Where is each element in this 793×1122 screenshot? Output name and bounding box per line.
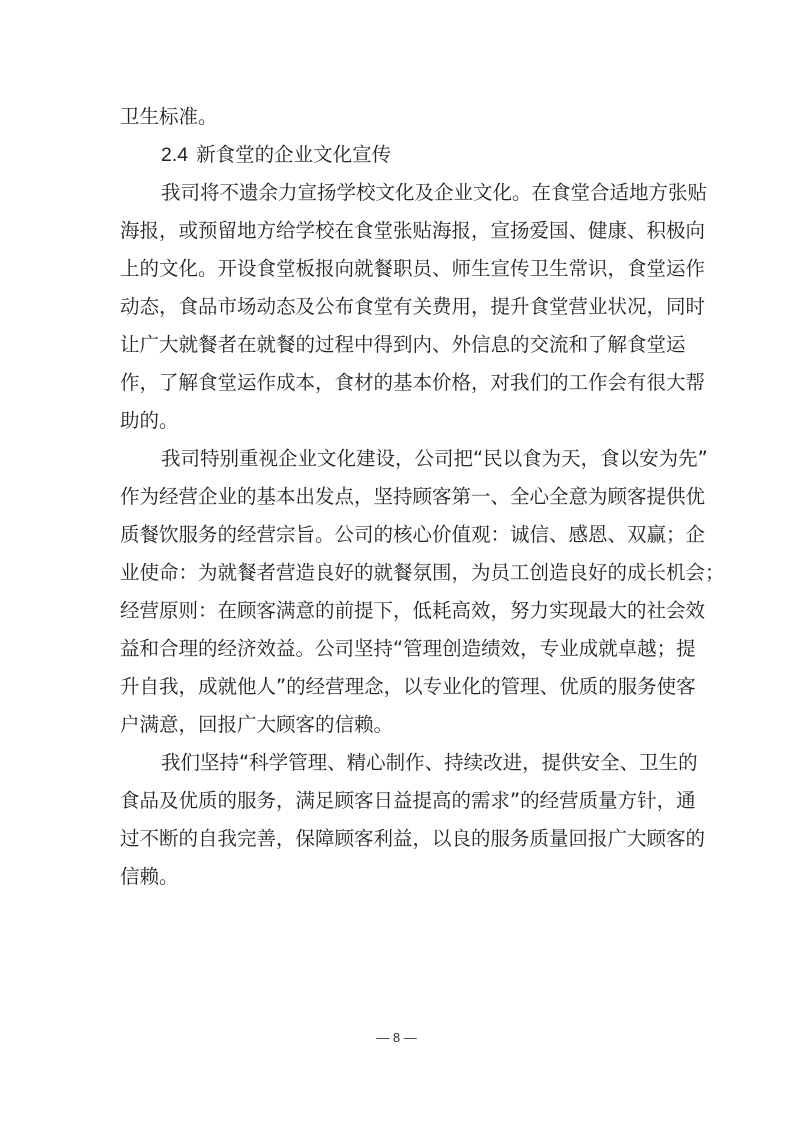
text-line: 升自我，成就他人”的经营理念，以专业化的管理、优质的服务使客 (120, 675, 696, 698)
paragraph-corporate-values (120, 440, 725, 744)
text-line: 作为经营企业的基本出发点，坚持顾客第一、全心全意为顾客提供优 (120, 485, 706, 508)
text-line: 质餐饮服务的经营宗旨。公司的核心价值观：诚信、感恩、双赢；企 (120, 523, 706, 546)
section-heading (120, 136, 676, 174)
text-line: 我司特别重视企业文化建设，公司把“民以食为天，食以安为先” (161, 447, 708, 470)
text-line: 上的文化。开设食堂板报向就餐职员、师生宣传卫生常识，食堂运作 (120, 257, 706, 280)
text-line: 经营原则：在顾客满意的前提下，低耗高效，努力实现最大的社会效 (120, 599, 706, 622)
page-number: — 8 — (376, 1030, 417, 1045)
text-line: 信赖。 (120, 865, 179, 888)
text-line: 动态，食品市场动态及公布食堂有关费用，提升食堂营业状况，同时 (120, 295, 706, 318)
text-line: 作，了解食堂运作成本，食材的基本价格，对我们的工作会有很大帮 (120, 371, 706, 394)
section-number: 2.4 (161, 144, 189, 166)
text-line: 卫生标准。 (120, 105, 218, 128)
text-line: 让广大就餐者在就餐的过程中得到内、外信息的交流和了解食堂运 (120, 333, 686, 356)
text-line: 户满意，回报广大顾客的信赖。 (120, 713, 394, 736)
paragraph-culture-promotion (120, 174, 708, 440)
page-content (120, 98, 725, 896)
text-line: 海报，或预留地方给学校在食堂张贴海报，宣扬爱国、健康、积极向 (120, 219, 706, 242)
text-line: 过不断的自我完善，保障顾客利益，以良的服务质量回报广大顾客的 (120, 827, 706, 850)
text-line: 我司将不遗余力宣扬学校文化及企业文化。在食堂合适地方张贴 (161, 181, 708, 204)
text-line: 业使命：为就餐者营造良好的就餐氛围，为员工创造良好的成长机会； (120, 561, 725, 584)
paragraph-quality-policy (120, 744, 706, 896)
text-line: 助的。 (120, 409, 179, 432)
section-title: 新食堂的企业文化宣传 (196, 144, 392, 166)
text-line: 食品及优质的服务，满足顾客日益提高的需求”的经营质量方针，通 (120, 789, 696, 812)
text-line: 我们坚持“科学管理、精心制作、持续改进，提供安全、卫生的 (161, 751, 698, 774)
text-line: 益和合理的经济效益。公司坚持“管理创造绩效，专业成就卓越；提 (120, 637, 696, 660)
paragraph-continuation (120, 98, 676, 136)
